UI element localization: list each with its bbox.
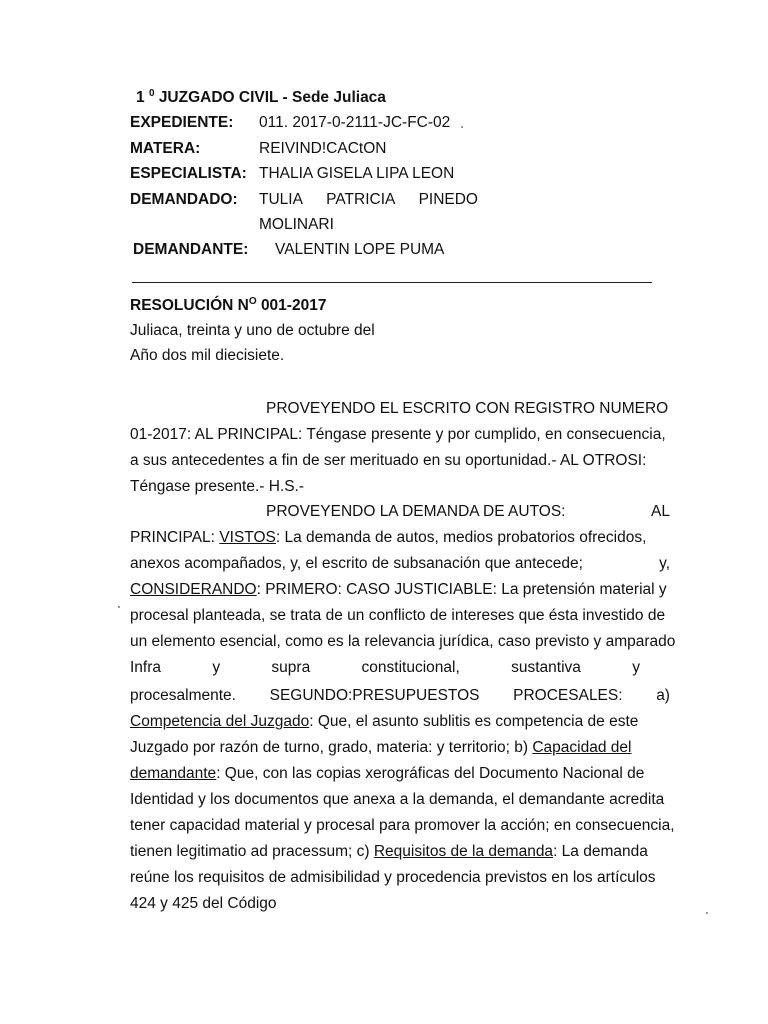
text-line xyxy=(130,577,670,603)
text-span: PRINCIPAL: xyxy=(130,529,215,546)
text-span: procesalmente. xyxy=(130,687,236,704)
text-line xyxy=(130,655,640,681)
text-line: Identidad y los documentos que anexa a la demanda, el demandante acredita xyxy=(130,791,665,808)
underlined-term: Capacidad del xyxy=(532,739,632,756)
text-span: y xyxy=(212,659,221,676)
text-line: tener capacidad material y procesal para promover la acción; en consecuencia, xyxy=(130,817,675,834)
underlined-term: demandante xyxy=(130,765,217,782)
header-divider xyxy=(132,282,652,283)
demandado-part: TULIA xyxy=(259,191,303,208)
text-span: PROVEYENDO EL ESCRITO CON REGISTRO NUMERO xyxy=(266,400,669,417)
text-span: : Que, el asunto sublitis es competencia de este xyxy=(309,713,639,730)
text-span: : Que, con las copias xerográficas del Documento Nacional de xyxy=(216,765,645,782)
materia-value: REIVIND!CACtON xyxy=(259,140,387,157)
text-line xyxy=(130,761,670,787)
text-span: AL xyxy=(651,503,670,520)
text-line: 01-2017: AL PRINCIPAL: Téngase presente y por cumplido, en consecuencia, xyxy=(130,426,666,443)
text-line: Téngase presente.- H.S.- xyxy=(130,478,305,495)
demandante-value: VALENTIN LOPE PUMA xyxy=(275,241,445,258)
text-line: 424 y 425 del Código xyxy=(130,895,277,912)
text-line: reúne los requisitos de admisibilidad y procedencia previstos en los artículos xyxy=(130,869,656,886)
resolution-date-line1: Juliaca, treinta y uno de octubre del xyxy=(130,322,375,339)
text-span: PROCESALES: xyxy=(513,687,623,704)
resolution-date-line2: Año dos mil diecisiete. xyxy=(130,347,285,364)
text-span: Infra xyxy=(130,659,162,676)
text-span: tienen legitimatio ad pracessum; c) xyxy=(130,843,370,860)
underlined-term: CONSIDERANDO xyxy=(130,581,257,598)
resolution-number: 001-2017 xyxy=(260,297,327,314)
body-paragraph-3 xyxy=(130,683,675,917)
demandado-value xyxy=(259,191,478,209)
text-span: anexos acompañados, y, el escrito de subsanación que antecede; xyxy=(130,555,583,572)
text-span: sustantiva xyxy=(511,659,581,676)
especialista-value: THALIA GISELA LIPA LEON xyxy=(259,165,455,182)
text-span: Juzgado por razón de turno, grado, materia: y territorio; b) xyxy=(130,739,529,756)
especialista-label: ESPECIALISTA: xyxy=(130,165,247,182)
text-span: : PRIMERO: CASO JUSTICIABLE: La pretensión material y xyxy=(256,581,667,598)
resolution-title xyxy=(130,296,326,315)
text-line xyxy=(130,551,670,577)
text-span: constitucional, xyxy=(361,659,460,676)
underlined-term: Requisitos de la demanda xyxy=(373,843,554,860)
materia-label: MATERA: xyxy=(130,140,201,157)
text-span: : La demanda de autos, medios probatorios ofrecidos, xyxy=(275,529,647,546)
text-line: a sus antecedentes a fin de ser merituado en su oportunidad.- AL OTROSI: xyxy=(130,452,647,469)
underlined-term: VISTOS xyxy=(219,529,276,546)
demandado-part: PATRICIA xyxy=(326,191,396,208)
body-paragraph-2 xyxy=(130,499,676,681)
demandante-label: DEMANDANTE: xyxy=(133,241,249,258)
resolution-title-sup: O xyxy=(248,296,257,307)
text-line xyxy=(130,683,670,709)
scan-speck xyxy=(118,606,120,608)
text-line xyxy=(130,709,670,735)
body-paragraph-1 xyxy=(130,396,670,500)
expediente-label: EXPEDIENTE: xyxy=(130,114,234,131)
text-span: SEGUNDO:PRESUPUESTOS xyxy=(269,687,480,704)
text-line xyxy=(130,735,670,761)
expediente-value: 011. 2017-0-2111-JC-FC-02 xyxy=(259,114,451,131)
demandado-part: PINEDO xyxy=(418,191,478,208)
scan-speck xyxy=(461,126,463,128)
text-line xyxy=(130,525,670,551)
text-span: y, xyxy=(659,555,670,572)
text-line xyxy=(130,839,670,865)
text-span: : La demanda xyxy=(553,843,648,860)
court-number: 1 xyxy=(136,89,145,106)
text-line xyxy=(130,499,670,525)
text-span: y xyxy=(632,659,640,676)
text-span: supra xyxy=(271,659,311,676)
text-line: procesal planteada, se trata de un conflicto de intereses que ésta investido de xyxy=(130,607,666,624)
demandado-value-cont: MOLINARI xyxy=(259,216,334,233)
scan-speck xyxy=(706,912,708,914)
court-name: JUZGADO CIVIL - Sede Juliaca xyxy=(158,89,386,106)
text-line xyxy=(130,396,670,422)
text-span: PROVEYENDO LA DEMANDA DE AUTOS: xyxy=(266,503,566,520)
resolution-title-text: RESOLUCIÓN N xyxy=(130,297,249,314)
court-number-sup: 0 xyxy=(148,88,155,99)
court-title xyxy=(136,88,386,107)
text-span: a) xyxy=(656,687,670,704)
underlined-term: Competencia del Juzgado xyxy=(130,713,310,730)
text-line: un elemento esencial, como es la relevancia jurídica, caso previsto y amparado xyxy=(130,633,676,650)
demandado-label: DEMANDADO: xyxy=(130,191,238,208)
